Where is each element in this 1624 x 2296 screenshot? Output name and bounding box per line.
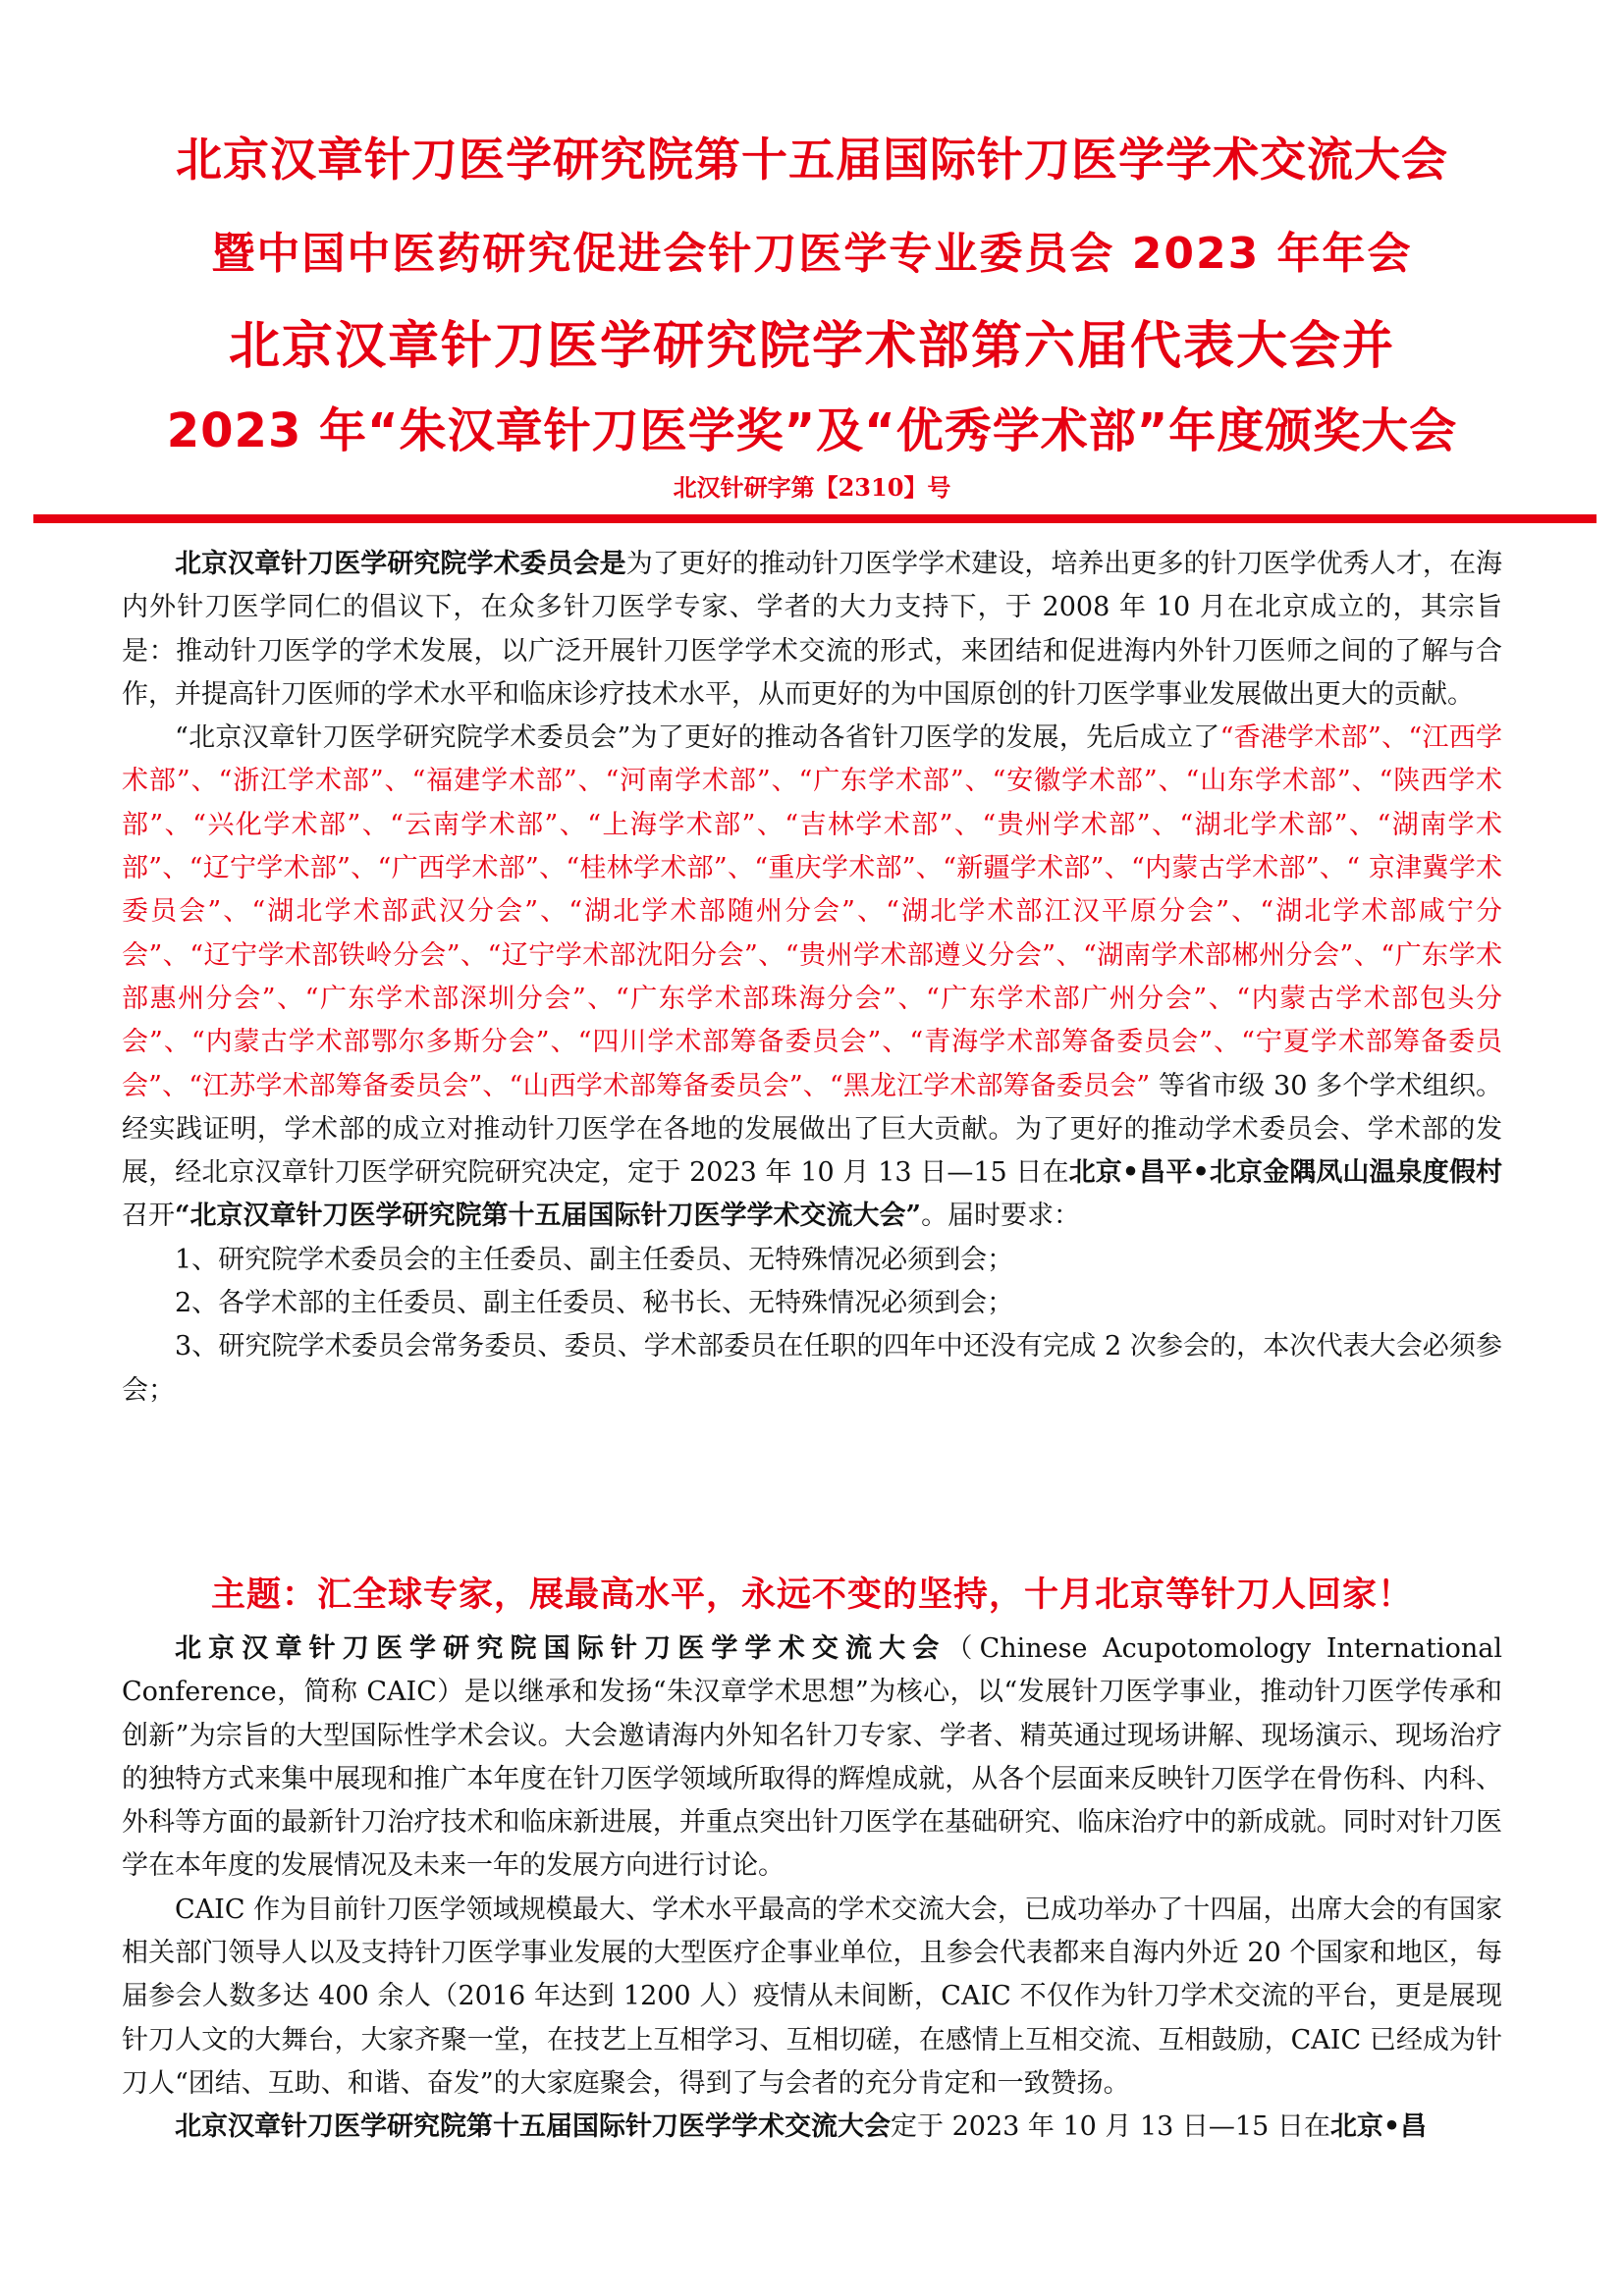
caic-text: （Chinese Acupotomology International Conference，简称 CAIC）是以继承和发扬“朱汉章学术思想”为核心，以“发展针刀医学事业，推动针刀医学传承和创新”为宗旨的大型国际性学术会议。大会邀请海内外知名针刀专家、学者、精英通过现场讲解、现场演示、现场治疗的独特方式来集中展现和推广本年度在针刀医学领域所取得的辉煌成就，从各个层面来反映针刀医学在骨伤科、内科、外科等方面的最新针刀治疗技术和临床新进展，并重点突出针刀医学在基础研究、临床治疗中的新成就。同时对针刀医学在本年度的发展情况及未来一年的发展方向进行讨论。 — [122, 1633, 1502, 1882]
paragraph-departments — [122, 717, 1502, 1239]
conference-name: “北京汉章针刀医学研究院第十五届国际针刀医学学术交流大会” — [175, 1201, 922, 1232]
theme-heading: 主题：汇全球专家，展最高水平，永远不变的坚持，十月北京等针刀人回家！ — [210, 1575, 1413, 1615]
paragraph-intro — [122, 543, 1502, 717]
paragraph-conference-date — [122, 2106, 1502, 2149]
red-divider — [33, 514, 1597, 523]
departments-middle: 等省市级 30 多个学术组织。经实践证明，学术部的成立对推动针刀医学在各地的发展做出了巨大贡献。为了更好的推动学术委员会、学术部的发展，经北京汉章针刀医学研究院研究决定，定于 2023 年 10 月 13 日—15 日在 — [122, 1070, 1502, 1189]
departments-intro: “北京汉章针刀医学研究院学术委员会”为了更好的推动各省针刀医学的发展，先后成立了 — [175, 722, 1220, 754]
title-line-1: 北京汉章针刀医学研究院第十五届国际针刀医学学术交流大会 — [176, 133, 1448, 187]
conference-date: 定于 2023 年 10 月 13 日—15 日在 — [891, 2111, 1330, 2143]
requirement-item: 1、研究院学术委员会的主任委员、副主任委员、无特殊情况必须到会； — [175, 1244, 1014, 1275]
paragraph-caic-intro — [122, 1628, 1502, 1889]
conference-body — [122, 1628, 1502, 2150]
departments-list: “香港学术部”、“江西学术部”、“浙江学术部”、“福建学术部”、“河南学术部”、“广东学术部”、“安徽学术部”、“山东学术部”、“陕西学术部”、“兴化学术部”、“云南学术部”、“上海学术部”、“吉林学术部”、“贵州学术部”、“湖北学术部”、“湖南学术部”、“辽宁学术部”、“广西学术部”、“桂林学术部”、“重庆学术部”、“新疆学术部”、“内蒙古学术部”、“ 京津冀学术委员会”、“湖北学术部武汉分会”、“湖北学术部随州分会”、“湖北学术部江汉平原分会”、“湖北学术部咸宁分会”、“辽宁学术部铁岭分会”、“辽宁学术部沈阳分会”、“贵州学术部遵义分会”、“湖南学术部郴州分会”、“广东学术部惠州分会”、“广东学术部深圳分会”、“广东学术部珠海分会”、“广东学术部广州分会”、“内蒙古学术部包头分会”、“内蒙古学术部鄂尔多斯分会”、“四川学术部筹备委员会”、“青海学术部筹备委员会”、“宁夏学术部筹备委员会”、“江苏学术部筹备委员会”、“山西学术部筹备委员会”、“黑龙江学术部筹备委员会” — [122, 722, 1502, 1101]
caic-lead: 北京汉章针刀医学研究院国际针刀医学学术交流大会 — [175, 1633, 947, 1664]
title-line-4: 2023 年“朱汉章针刀医学奖”及“优秀学术部”年度颁奖大会 — [166, 403, 1458, 458]
open-word: 召开 — [122, 1201, 175, 1232]
conference-lead: 北京汉章针刀医学研究院第十五届国际针刀医学学术交流大会 — [175, 2111, 891, 2143]
intro-text: 为了更好的推动针刀医学学术建设，培养出更多的针刀医学优秀人才，在海内外针刀医学同仁的倡议下，在众多针刀医学专家、学者的大力支持下，于 2008 年 10 月在北京成立的，其宗旨是：推动针刀医学的学术发展，以广泛开展针刀医学学术交流的形式，来团结和促进海内外针刀医师之间的了解与合作，并提高针刀医师的学术水平和临床诊疗技术水平，从而更好的为中国原创的针刀医学事业发展做出更大的贡献。 — [122, 549, 1503, 710]
intro-lead: 北京汉章针刀医学研究院学术委员会是 — [175, 549, 626, 579]
requirement-item: 3、研究院学术委员会常务委员、委员、学术部委员在任职的四年中还没有完成 2 次参会的，本次代表大会必须参会； — [122, 1331, 1502, 1406]
requirement-item: 2、各学术部的主任委员、副主任委员、秘书长、无特殊情况必须到会； — [175, 1288, 1014, 1319]
paragraph-caic-history: CAIC 作为目前针刀医学领域规模最大、学术水平最高的学术交流大会，已成功举办了十四届，出席大会的有国家相关部门领导人以及支持针刀医学事业发展的大型医疗企事业单位，且参会代表都来自海内外近 20 个国家和地区，每届参会人数多达 400 余人（2016 年达到 1200 人）疫情从未间断，CAIC 不仅作为针刀学术交流的平台，更是展现针刀人文的大舞台，大家齐聚一堂，在技艺上互相学习、互相切磋，在感情上互相交流、互相鼓励，CAIC 已经成为针刀人“团结、互助、和谐、奋发”的大家庭聚会，得到了与会者的充分肯定和一致赞扬。 — [122, 1894, 1502, 2099]
departments-tail: 。届时要求： — [921, 1201, 1081, 1232]
venue-name: 北京•昌平•北京金隅凤山温泉度假村 — [1068, 1157, 1503, 1189]
title-line-3: 北京汉章针刀医学研究院学术部第六届代表大会并 — [228, 317, 1395, 376]
document-number: 北汉针研字第【2310】号 — [673, 473, 951, 502]
main-body — [122, 543, 1502, 1413]
conference-place: 北京•昌 — [1329, 2111, 1428, 2143]
title-line-2: 暨中国中医药研究促进会针刀医学专业委员会 2023 年年会 — [211, 229, 1413, 279]
